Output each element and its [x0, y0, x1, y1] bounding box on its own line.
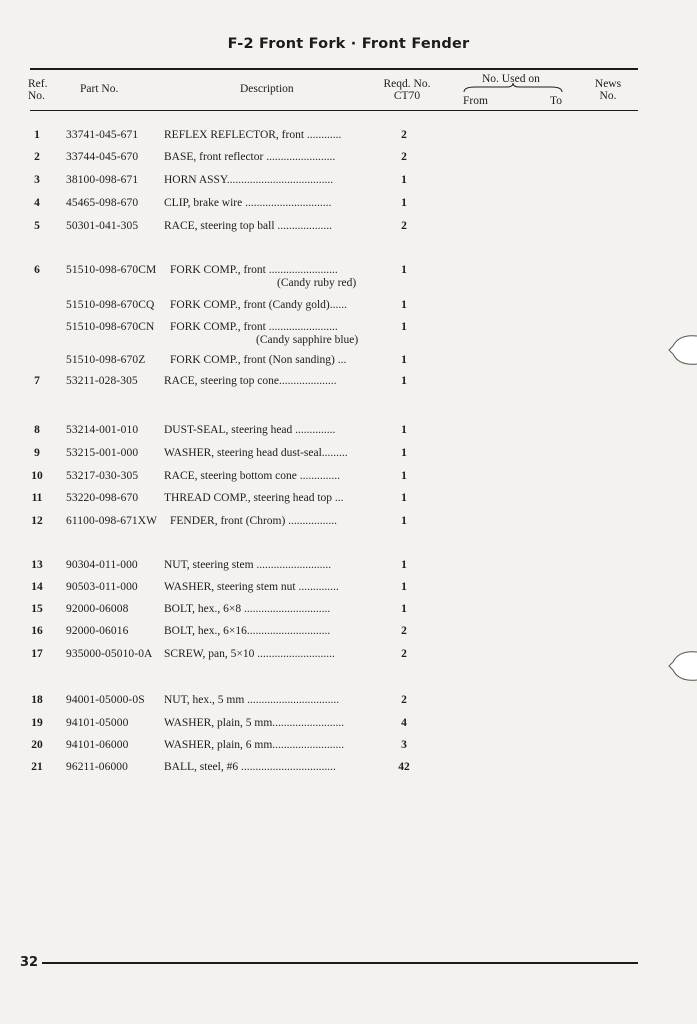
header-used-on: No. Used on [482, 73, 540, 85]
footer-rule [42, 962, 638, 964]
ref-no: 19 [31, 717, 43, 729]
header-from: From [463, 95, 488, 107]
part-no: 94001-05000-0S [66, 694, 145, 706]
part-no: 53214-001-010 [66, 424, 139, 436]
reqd-qty: 1 [401, 264, 407, 276]
table-row [0, 298, 697, 312]
table-row [0, 446, 697, 460]
description: WASHER, steering head dust-seal......... [164, 447, 348, 459]
description: BALL, steel, #6 ................................. [164, 761, 336, 773]
header-description: Description [240, 83, 294, 95]
ref-no: 16 [31, 625, 43, 637]
description: BOLT, hex., 6×8 .............................. [164, 603, 331, 615]
reqd-qty: 4 [401, 717, 407, 729]
reqd-qty: 1 [401, 354, 407, 366]
reqd-qty: 1 [401, 197, 407, 209]
ref-no: 8 [34, 424, 40, 436]
ref-no: 21 [31, 761, 43, 773]
part-no: 53220-098-670 [66, 492, 139, 504]
table-row [0, 647, 697, 661]
table-row [0, 128, 697, 142]
table-row [0, 423, 697, 437]
description: RACE, steering bottom cone .............. [164, 470, 340, 482]
part-no: 92000-06016 [66, 625, 129, 637]
binder-hole-icon [661, 332, 697, 368]
ref-no: 10 [31, 470, 43, 482]
part-no: 94101-06000 [66, 739, 129, 751]
header-part-no: Part No. [80, 83, 119, 95]
table-row [0, 760, 697, 774]
table-row [0, 320, 697, 334]
table-row [0, 558, 697, 572]
table-row [0, 693, 697, 707]
reqd-qty: 42 [398, 761, 410, 773]
reqd-qty: 3 [401, 739, 407, 751]
description: RACE, steering top ball ................... [164, 220, 333, 232]
reqd-qty: 1 [401, 375, 407, 387]
part-no: 33741-045-671 [66, 129, 139, 141]
table-row [0, 353, 697, 367]
ref-no: 13 [31, 559, 43, 571]
description: NUT, steering stem .......................... [164, 559, 332, 571]
part-no: 33744-045-670 [66, 151, 139, 163]
table-row [0, 219, 697, 233]
ref-no: 17 [31, 648, 43, 660]
ref-no: 9 [34, 447, 40, 459]
ref-no: 14 [31, 581, 43, 593]
description: THREAD COMP., steering head top ... [164, 492, 344, 504]
header-ref-no: Ref. No. [28, 78, 48, 102]
part-no: 51510-098-670CQ [66, 299, 155, 311]
ref-no: 5 [34, 220, 40, 232]
reqd-qty: 1 [401, 299, 407, 311]
part-no: 96211-06000 [66, 761, 129, 773]
ref-no: 12 [31, 515, 43, 527]
header-to: To [550, 95, 562, 107]
reqd-qty: 2 [401, 648, 407, 660]
header-bottom-rule [30, 110, 638, 111]
description: WASHER, plain, 6 mm......................... [164, 739, 345, 751]
description: FORK COMP., front (Candy gold)...... [170, 299, 347, 311]
binder-hole-icon [661, 648, 697, 684]
ref-no: 20 [31, 739, 43, 751]
part-no: 53217-030-305 [66, 470, 139, 482]
reqd-qty: 1 [401, 492, 407, 504]
table-row [0, 196, 697, 210]
ref-no: 7 [34, 375, 40, 387]
table-row [0, 580, 697, 594]
reqd-qty: 1 [401, 559, 407, 571]
reqd-qty: 1 [401, 321, 407, 333]
table-row [0, 738, 697, 752]
description: CLIP, brake wire .............................. [164, 197, 332, 209]
description: BASE, front reflector ........................ [164, 151, 336, 163]
part-no: 90304-011-000 [66, 559, 138, 571]
part-no: 935000-05010-0A [66, 648, 153, 660]
description: FENDER, front (Chrom) ................. [170, 515, 338, 527]
reqd-qty: 2 [401, 220, 407, 232]
description: WASHER, plain, 5 mm......................... [164, 717, 345, 729]
used-on-brace [463, 82, 563, 94]
description: SCREW, pan, 5×10 ........................... [164, 648, 335, 660]
reqd-qty: 1 [401, 174, 407, 186]
part-no: 38100-098-671 [66, 174, 139, 186]
part-no: 53215-001-000 [66, 447, 139, 459]
description: BOLT, hex., 6×16............................. [164, 625, 331, 637]
page-title: F-2 Front Fork · Front Fender [227, 36, 470, 52]
part-no: 51510-098-670Z [66, 354, 146, 366]
part-no: 90503-011-000 [66, 581, 138, 593]
ref-no: 18 [31, 694, 43, 706]
color-note: (Candy ruby red) [277, 277, 357, 289]
description: HORN ASSY..................................... [164, 174, 334, 186]
reqd-qty: 1 [401, 603, 407, 615]
part-no: 51510-098-670CM [66, 264, 157, 276]
ref-no: 1 [34, 129, 40, 141]
table-row [0, 602, 697, 616]
table-row [0, 716, 697, 730]
reqd-qty: 1 [401, 470, 407, 482]
description: FORK COMP., front (Non sanding) ... [170, 354, 347, 366]
part-no: 51510-098-670CN [66, 321, 155, 333]
table-row [0, 173, 697, 187]
table-row [0, 514, 697, 528]
ref-no: 11 [31, 492, 43, 504]
description: WASHER, steering stem nut .............. [164, 581, 339, 593]
description: REFLEX REFLECTOR, front ............ [164, 129, 342, 141]
description: NUT, hex., 5 mm ................................ [164, 694, 340, 706]
ref-no: 3 [34, 174, 40, 186]
ref-no: 6 [34, 264, 40, 276]
reqd-qty: 2 [401, 625, 407, 637]
header-top-rule [30, 68, 638, 70]
part-no: 94101-05000 [66, 717, 129, 729]
page-number: 32 [20, 955, 39, 970]
description: DUST-SEAL, steering head .............. [164, 424, 336, 436]
part-no: 50301-041-305 [66, 220, 139, 232]
table-row [0, 374, 697, 388]
reqd-qty: 2 [401, 151, 407, 163]
reqd-qty: 1 [401, 447, 407, 459]
description: FORK COMP., front ........................ [170, 264, 338, 276]
ref-no: 4 [34, 197, 40, 209]
part-no: 61100-098-671XW [66, 515, 158, 527]
table-row [0, 624, 697, 638]
reqd-qty: 1 [401, 581, 407, 593]
color-note: (Candy sapphire blue) [256, 334, 359, 346]
part-no: 92000-06008 [66, 603, 129, 615]
description: FORK COMP., front ........................ [170, 321, 338, 333]
table-row [0, 263, 697, 277]
reqd-qty: 1 [401, 424, 407, 436]
table-row [0, 150, 697, 164]
table-row [0, 491, 697, 505]
reqd-qty: 2 [401, 129, 407, 141]
reqd-qty: 2 [401, 694, 407, 706]
reqd-qty: 1 [401, 515, 407, 527]
header-news-no: News No. [594, 78, 622, 102]
header-reqd-no: Reqd. No. CT70 [383, 78, 431, 102]
ref-no: 15 [31, 603, 43, 615]
part-no: 53211-028-305 [66, 375, 138, 387]
table-row [0, 469, 697, 483]
description: RACE, steering top cone.................... [164, 375, 337, 387]
ref-no: 2 [34, 151, 40, 163]
part-no: 45465-098-670 [66, 197, 139, 209]
